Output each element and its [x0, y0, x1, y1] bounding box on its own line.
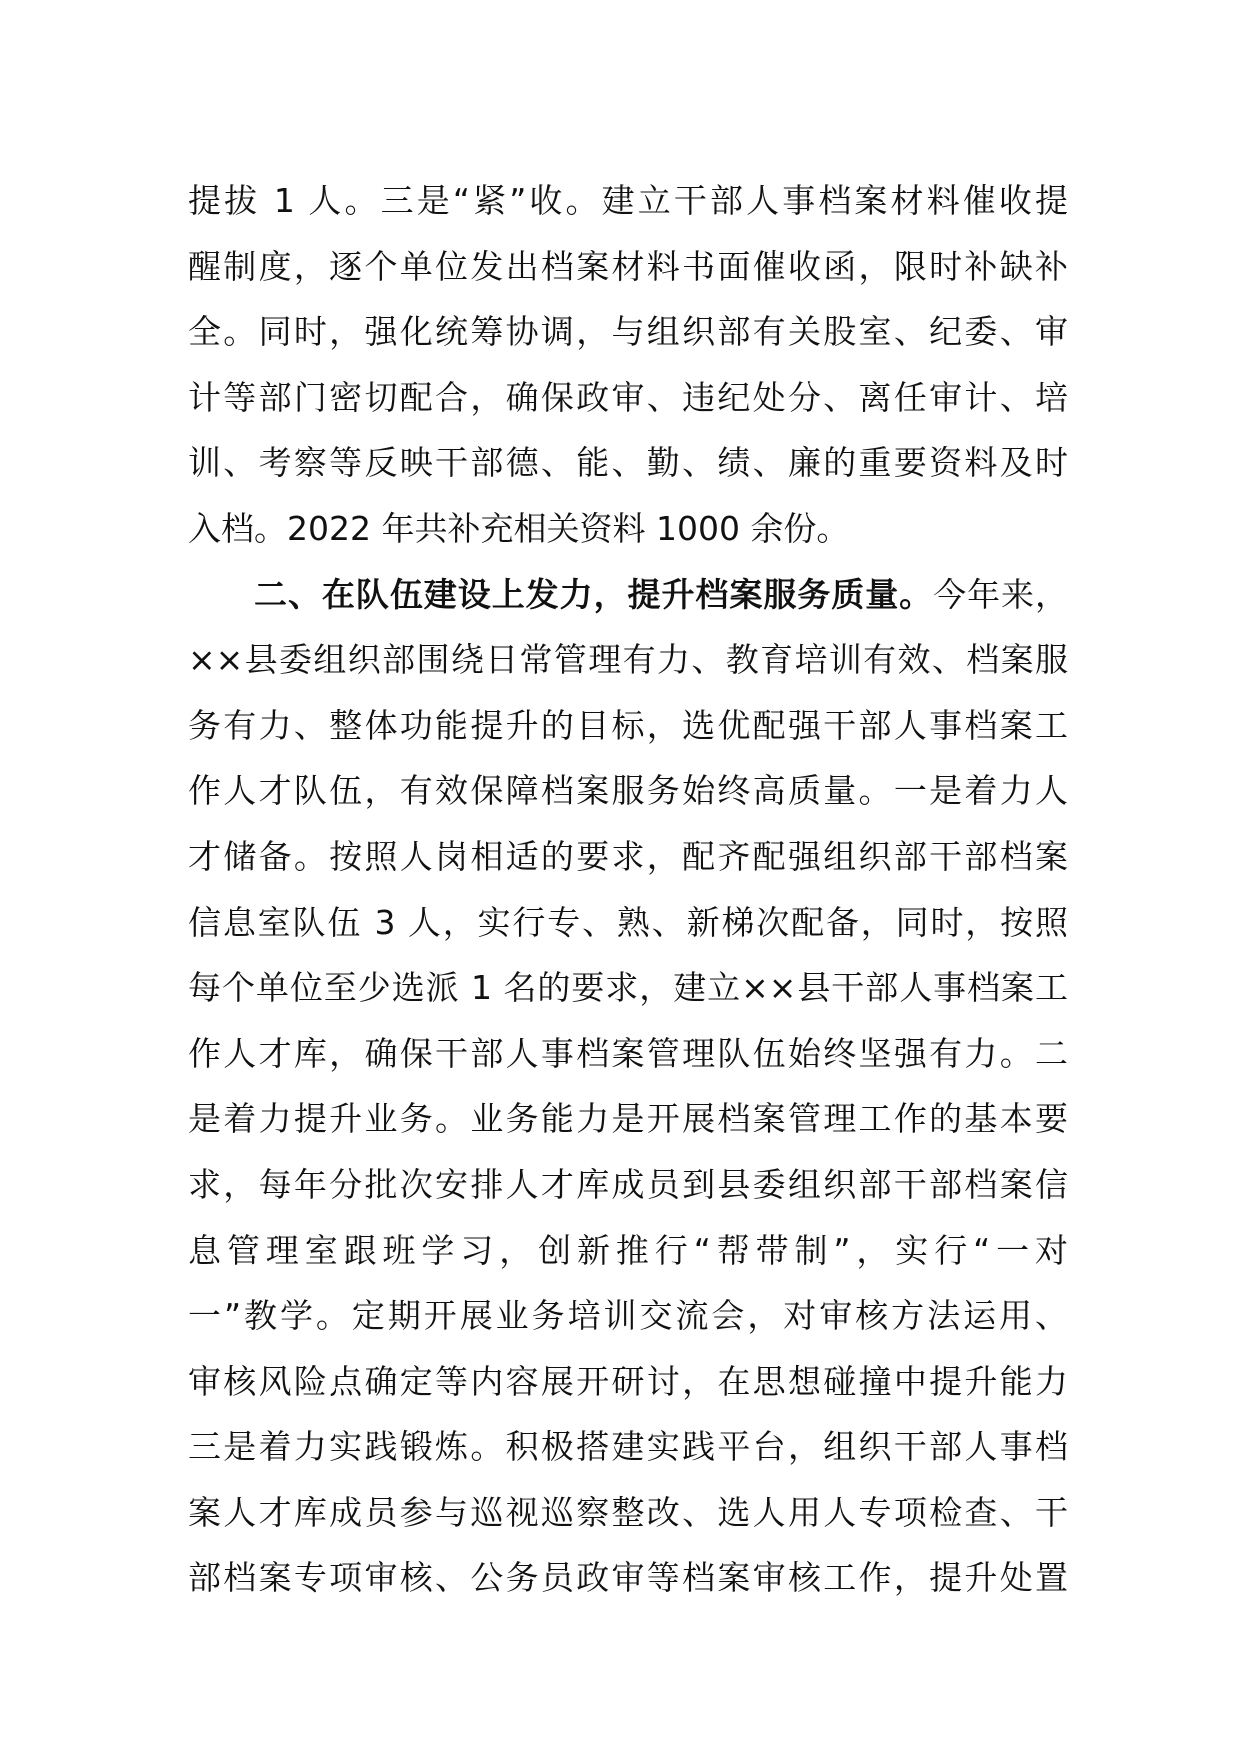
text-line-3: 全。同时，强化统筹协调，与组织部有关股室、纪委、审: [188, 312, 1068, 352]
text-line-14: 作人才库，确保干部人事档案管理队伍始终坚强有力。二: [188, 1033, 1068, 1073]
text-line-12: 信息室队伍 3 人，实行专、熟、新梯次配备，同时，按照: [188, 902, 1068, 942]
text-line-22: 部档案专项审核、公务员政审等档案审核工作，提升处置: [188, 1558, 1068, 1598]
text-line-4: 计等部门密切配合，确保政审、违纪处分、离任审计、培: [188, 377, 1068, 417]
text-line-18: 一”教学。定期开展业务培训交流会，对审核方法运用、: [188, 1296, 1068, 1336]
text-line-6: 入档。2022 年共补充相关资料 1000 余份。: [188, 508, 850, 548]
text-line-5: 训、考察等反映干部德、能、勤、绩、廉的重要资料及时: [188, 443, 1068, 483]
text-line-15: 是着力提升业务。业务能力是开展档案管理工作的基本要: [188, 1099, 1068, 1139]
text-line-17: 息管理室跟班学习，创新推行“帮带制”，实行“一对: [188, 1230, 1068, 1270]
text-line-8: ××县委组织部围绕日常管理有力、教育培训有效、档案服: [188, 640, 1068, 680]
text-line-1: 提拔 1 人。三是“紧”收。建立干部人事档案材料催收提: [188, 181, 1068, 220]
text-line-21: 案人才库成员参与巡视巡察整改、选人用人专项检查、干: [188, 1492, 1068, 1532]
text-line-20: 三是着力实践锻炼。积极搭建实践平台，组织干部人事档: [188, 1427, 1068, 1467]
text-line-19: 审核风险点确定等内容展开研讨，在思想碰撞中提升能力: [188, 1361, 1068, 1401]
section-heading-tail: 今年来，: [933, 574, 1069, 614]
body-text: [188, 168, 1068, 1611]
text-line-2: 醒制度，逐个单位发出档案材料书面催收函，限时补缺补: [188, 246, 1068, 286]
text-line-9: 务有力、整体功能提升的目标，选优配强干部人事档案工: [188, 705, 1068, 745]
section-heading-line: [188, 562, 1068, 628]
section-heading: 二、在队伍建设上发力，提升档案服务质量。: [254, 574, 934, 614]
text-line-11: 才储备。按照人岗相适的要求，配齐配强组织部干部档案: [188, 836, 1068, 876]
text-line-10: 作人才队伍，有效保障档案服务始终高质量。一是着力人: [188, 771, 1068, 811]
text-line-13: 每个单位至少选派 1 名的要求，建立××县干部人事档案工: [188, 968, 1068, 1008]
text-line-16: 求，每年分批次安排人才库成员到县委组织部干部档案信: [188, 1164, 1068, 1204]
